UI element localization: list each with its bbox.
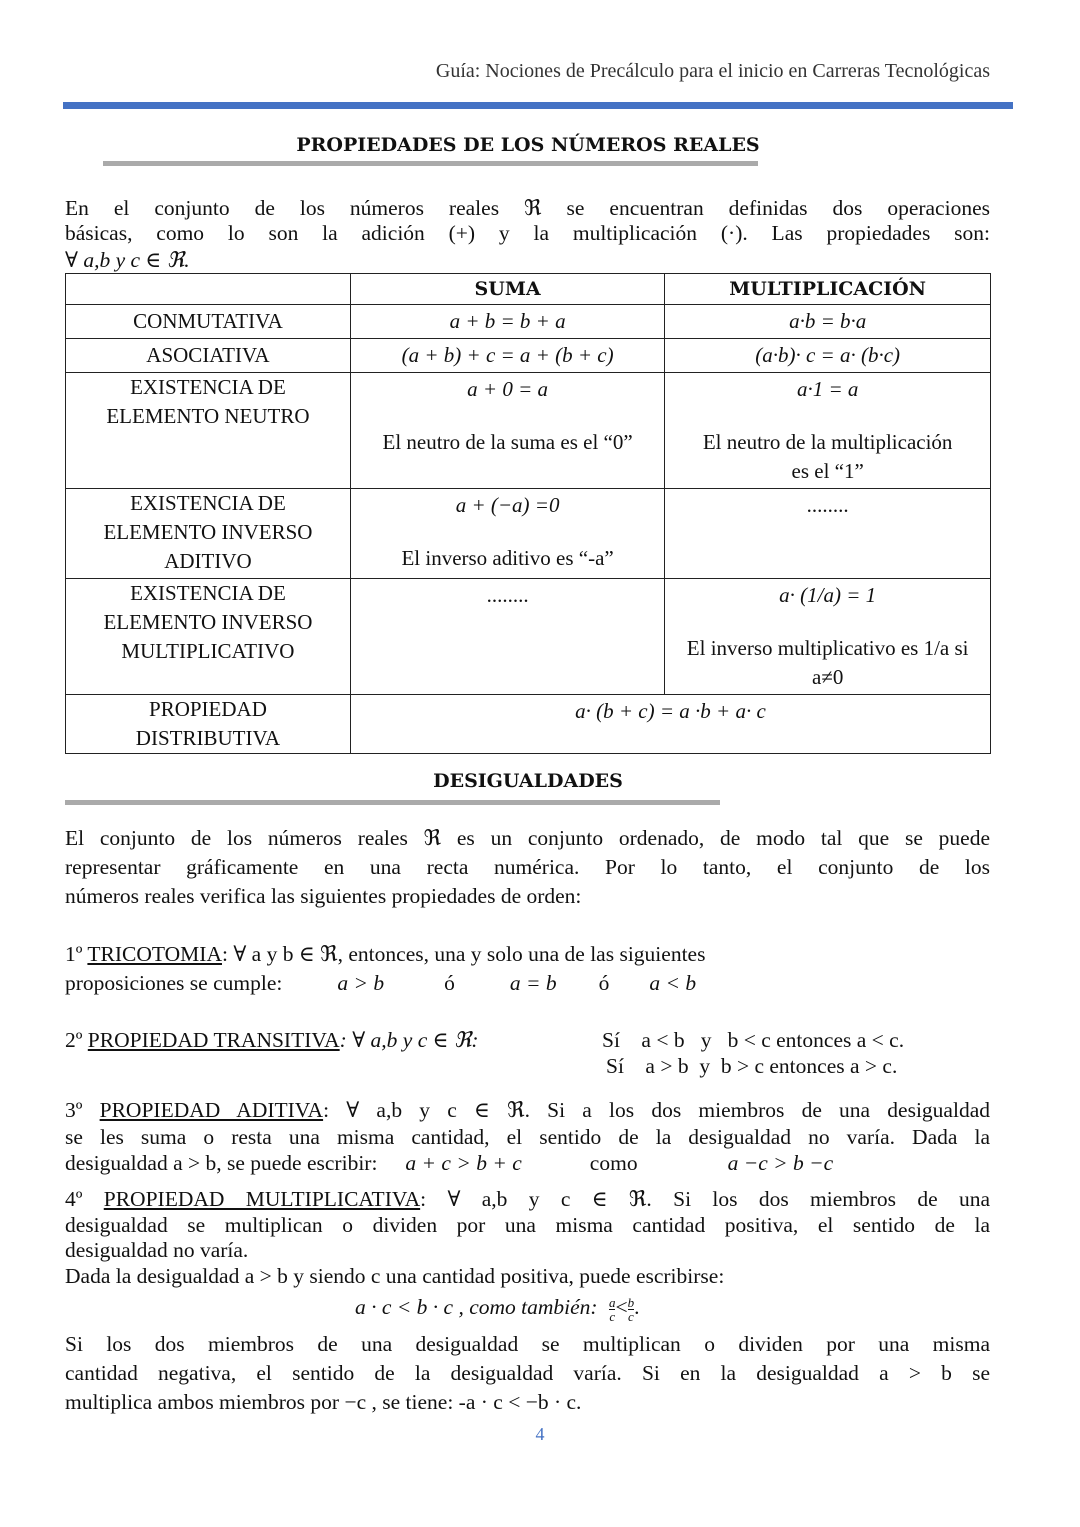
sum-formula: a + (−a) =0: [455, 493, 560, 517]
table-row: [66, 339, 991, 373]
paragraph-line: se les suma o resta una misma cantidad, el sentido de la desigualdad no varía. Dada la: [65, 1125, 990, 1149]
denominator: c: [627, 1308, 634, 1324]
property-name: ASOCIATIVA: [66, 339, 351, 373]
case: a > b: [337, 971, 385, 995]
intro-line: básicas, como lo son la adición (+) y la multiplicación (·). Las propiedades son:: [65, 221, 990, 245]
property-label: PROPIEDAD TRANSITIVA: [87, 1028, 340, 1052]
intro-line: ∀ a,b y c ∈ ℜ.: [65, 248, 190, 272]
header-rule: [63, 102, 1013, 109]
property-label: TRICOTOMIA: [87, 942, 222, 966]
paragraph-line: desigualdad se multiplican o dividen por una misma cantidad positiva, el sentido de la: [65, 1213, 990, 1237]
mult-formula: a·1 = a: [796, 377, 859, 401]
sum-formula: (a + b) + c = a + (b + c): [350, 339, 664, 373]
page-number: 4: [535, 1424, 545, 1444]
paragraph-line: representar gráficamente en una recta numérica. Por lo tanto, el conjunto de los: [65, 855, 990, 879]
mult-formula: a·b = b·a: [665, 305, 991, 339]
fraction: [628, 1296, 635, 1323]
table-header: MULTIPLICACIÓN: [665, 274, 991, 305]
property-text: : ∀ a,b y c ∈ ℜ:: [339, 1028, 479, 1052]
table-row: [66, 373, 991, 489]
mult-cell: [665, 373, 991, 489]
intro-line: En el conjunto de los números reales ℜ se encuentran definidas dos operaciones: [65, 196, 990, 220]
or: ó: [598, 971, 610, 995]
table-header: [66, 274, 351, 305]
denominator: c: [609, 1308, 616, 1324]
table-header-row: [66, 274, 991, 305]
formula: a · c < b · c , como también:: [355, 1295, 598, 1319]
transitiva-case: Sí a > b y b > c entonces a > c.: [606, 1054, 898, 1078]
paragraph-line: cantidad negativa, el sentido de la desigualdad varía. Si en la desigualdad a > b se: [65, 1361, 990, 1385]
sum-note: El inverso aditivo es “-a”: [401, 546, 614, 570]
sum-formula: a + b = b + a: [350, 305, 664, 339]
paragraph-line: desigualdad no varía.: [65, 1238, 249, 1262]
property-text: : ∀ a,b y c ∈ ℜ. Si a los dos miembros de una desigualdad: [323, 1098, 990, 1122]
numerator: a: [608, 1294, 616, 1310]
property-name: EXISTENCIA DE ELEMENTO INVERSO MULTIPLICATIVO: [66, 579, 351, 695]
mult-formula: (a·b)· c = a· (b·c): [665, 339, 991, 373]
item-number: 3º: [65, 1098, 100, 1122]
table-row: [66, 579, 991, 695]
title-underline: [65, 800, 720, 805]
distributive-formula: a· (b + c) = a ·b + a· c: [350, 695, 990, 754]
property-name: PROPIEDAD DISTRIBUTIVA: [66, 695, 351, 754]
section-title-inequalities: DESIGUALDADES: [433, 770, 623, 792]
paragraph-line: Dada la desigualdad a > b y siendo c una cantidad positiva, puede escribirse:: [65, 1264, 725, 1288]
title-underline: [103, 161, 758, 166]
paragraph-line: El conjunto de los números reales ℜ es un conjunto ordenado, de modo tal que se puede: [65, 826, 990, 850]
running-header: Guía: Nociones de Precálculo para el inicio en Carreras Tecnológicas: [435, 60, 990, 82]
item-number: 2º: [65, 1028, 88, 1052]
sum-formula: ........: [350, 579, 664, 695]
formula: a + c > b + c: [405, 1151, 522, 1175]
case: a = b: [509, 971, 557, 995]
table-header: SUMA: [350, 274, 664, 305]
property-label: PROPIEDAD ADITIVA: [99, 1098, 324, 1122]
property-name: EXISTENCIA DE ELEMENTO INVERSO ADITIVO: [66, 489, 351, 579]
numerator: b: [627, 1294, 635, 1310]
table-row: [66, 489, 991, 579]
mult-formula: a· (1/a) = 1: [779, 583, 877, 607]
transitiva-case: Sí a < b y b < c entonces a < c.: [602, 1028, 905, 1052]
or: ó: [444, 971, 455, 995]
property-text: : ∀ a,b y c ∈ ℜ. Si los dos miembros de una: [420, 1187, 990, 1211]
property-text: desigualdad a > b, se puede escribir:: [65, 1151, 378, 1175]
less-than: <: [615, 1295, 628, 1319]
sum-cell: [350, 489, 664, 579]
paragraph-line: Si los dos miembros de una desigualdad se multiplican o dividen por una misma: [65, 1332, 990, 1356]
formula: a −c > b −c: [727, 1151, 834, 1175]
table-row: [66, 305, 991, 339]
property-label: PROPIEDAD MULTIPLICATIVA: [103, 1187, 421, 1211]
properties-table: [65, 273, 991, 754]
aditiva-line: [65, 1097, 990, 1123]
table-row: [66, 695, 991, 754]
property-text: : ∀ a y b ∈ ℜ, entonces, una y solo una de las siguientes: [221, 942, 706, 966]
mult-formula: ........: [665, 489, 991, 579]
multiplicativa-formula: a · c < b · c , como también: $\frac{a}{c}$ < $\frac{b}{c}$ .: [355, 1294, 640, 1324]
property-name: EXISTENCIA DE ELEMENTO NEUTRO: [66, 373, 351, 489]
aditiva-example: [65, 1150, 833, 1176]
multiplicativa-line: [65, 1186, 990, 1212]
transitiva-line: [65, 1027, 479, 1053]
paragraph-line: números reales verifica las siguientes propiedades de orden:: [65, 884, 582, 908]
mult-cell: [665, 579, 991, 695]
property-name: CONMUTATIVA: [66, 305, 351, 339]
sum-cell: [350, 373, 664, 489]
case: a < b: [649, 971, 697, 995]
paragraph-line: multiplica ambos miembros por −c , se tiene: -a · c < −b · c.: [65, 1390, 582, 1414]
tricotomia-cases: [65, 969, 696, 998]
sum-formula: a + 0 = a: [467, 377, 549, 401]
sum-note: El neutro de la suma es el “0”: [382, 430, 633, 454]
mult-note: El inverso multiplicativo es 1/a si a≠0: [686, 636, 969, 689]
mult-note: El neutro de la multiplicación es el “1”: [702, 430, 953, 483]
item-number: 4º: [65, 1187, 104, 1211]
section-title-properties: PROPIEDADES DE LOS NÚMEROS REALES: [296, 134, 760, 156]
connector: como: [589, 1151, 638, 1175]
tricotomia-line: [65, 940, 705, 969]
item-number: 1º: [65, 942, 88, 966]
property-text: proposiciones se cumple:: [65, 971, 283, 995]
